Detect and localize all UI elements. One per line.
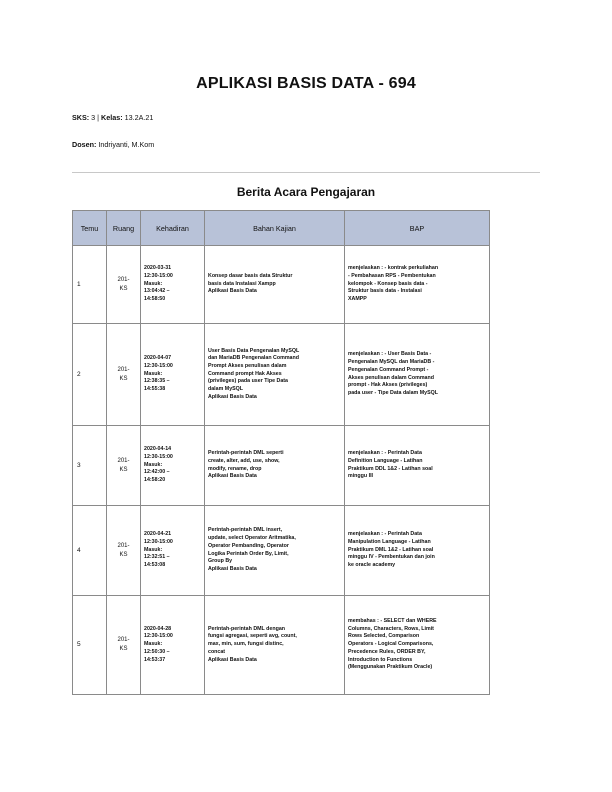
cell-bahan-kajian-line: Logika Perintah Order By, Limit, — [208, 550, 289, 557]
cell-kehadiran-line: 12:30-15:00 — [144, 538, 173, 545]
kelas-label: Kelas: — [101, 113, 123, 122]
cell-bap-line: (Menggunakan Praktikum Oracle) — [348, 664, 433, 671]
cell-bap-line: pada user - Tipe Data dalam MySQL — [348, 389, 438, 396]
divider — [72, 172, 540, 173]
cell-bahan-kajian-line: modify, rename, drop — [208, 465, 262, 472]
cell-kehadiran — [141, 426, 205, 506]
cell-kehadiran-line: 2020-04-07 — [144, 355, 172, 362]
cell-ruang — [107, 426, 141, 506]
cell-bap — [345, 596, 490, 695]
cell-temu: 2 — [73, 324, 107, 426]
table-row — [73, 246, 490, 324]
cell-ruang-line: KS — [119, 551, 128, 558]
cell-bap-line: minggu IV - Pembentukan dan join — [348, 554, 435, 561]
cell-bap-line: menjelaskan : - kontrak perkuliahan — [348, 265, 439, 272]
cell-kehadiran-line: 14:55:38 — [144, 386, 166, 392]
cell-bap-line: kelompok - Konsep basis data - — [348, 280, 428, 287]
cell-ruang-line: KS — [119, 285, 128, 292]
cell-kehadiran-line: 2020-03-31 — [144, 265, 172, 272]
cell-bahan-kajian-line: update, select Operator Aritmatika, — [208, 535, 296, 542]
cell-bahan-kajian-line: create, alter, add, use, show, — [208, 457, 280, 464]
kelas-value: 13.2A.21 — [122, 113, 154, 122]
cell-ruang-line: KS — [119, 466, 128, 473]
dosen-value: Indriyanti, M.Kom — [96, 140, 155, 149]
cell-kehadiran-line: Masuk: — [144, 641, 163, 648]
cell-kehadiran-line: 2020-04-21 — [144, 531, 172, 538]
cell-bahan-kajian-line: Aplikasi Basis Data — [208, 656, 257, 663]
cell-bahan-kajian-line: concat — [208, 648, 226, 655]
cell-bahan-kajian-line: Perintah-perintah DML seperti — [208, 450, 284, 457]
cell-bahan-kajian-line: Operator Pembanding, Operator — [208, 542, 289, 549]
cell-kehadiran-line: 14:58:20 — [144, 477, 166, 483]
cell-bahan-kajian — [205, 324, 345, 426]
cell-bahan-kajian — [205, 506, 345, 596]
cell-temu: 5 — [73, 596, 107, 695]
cell-bap-line: XAMPP — [348, 296, 367, 302]
cell-temu: 4 — [73, 506, 107, 596]
dosen-line — [72, 140, 154, 149]
header-bap: BAP — [345, 211, 490, 246]
cell-bap-line: menjelaskan : - User Basis Data - — [348, 351, 432, 358]
cell-bap-line: Precedence Rules, ORDER BY, — [348, 648, 426, 655]
cell-kehadiran-line: Masuk: — [144, 546, 163, 553]
cell-bahan-kajian-line: User Basis Data Pengenalan MySQL — [208, 347, 300, 354]
cell-ruang — [107, 506, 141, 596]
cell-bap-line: Columns, Characters, Rows, Limit — [348, 625, 434, 632]
cell-bahan-kajian-line: dalam MySQL — [208, 386, 244, 392]
cell-bap-line: Introduction to Functions — [348, 656, 413, 663]
cell-bahan-kajian-line: Aplikasi Basis Data — [208, 393, 257, 400]
cell-bahan-kajian-line: Konsep dasar basis data Struktur — [208, 272, 293, 279]
bap-table — [72, 210, 490, 695]
sks-kelas-line — [72, 113, 153, 122]
cell-bap-line: Pengenalan MySQL dan MariaDB - — [348, 359, 435, 366]
cell-ruang-line: 201- — [117, 457, 130, 464]
cell-kehadiran — [141, 596, 205, 695]
header-ruang: Ruang — [107, 211, 141, 246]
table-row — [73, 324, 490, 426]
cell-bahan-kajian-line: Perintah-perintah DML dengan — [208, 625, 286, 632]
header-bahan-kajian: Bahan Kajian — [205, 211, 345, 246]
cell-kehadiran — [141, 506, 205, 596]
cell-ruang-line: 201- — [117, 542, 130, 549]
cell-bap-line: prompt - Hak Akses (privileges) — [348, 382, 428, 389]
cell-bahan-kajian-line: Aplikasi Basis Data — [208, 473, 257, 480]
cell-bap-line: Praktikum DML 1&2 - Latihan soal — [348, 546, 434, 553]
table-header-row — [73, 211, 490, 246]
cell-bap-line: Praktikum DDL 1&2 - Latihan soal — [348, 465, 433, 472]
cell-kehadiran-line: 12:50:30 – — [144, 648, 170, 655]
table-row — [73, 596, 490, 695]
cell-kehadiran-line: 2020-04-28 — [144, 625, 172, 632]
cell-bap — [345, 324, 490, 426]
cell-bap-line: menjelaskan : - Perintah Data — [348, 531, 422, 538]
cell-bahan-kajian — [205, 596, 345, 695]
document-title: APLIKASI BASIS DATA - 694 — [196, 75, 416, 92]
cell-kehadiran-line: Masuk: — [144, 280, 163, 287]
cell-bap-line: Akses penulisan dalam Command — [348, 374, 434, 381]
cell-kehadiran — [141, 246, 205, 324]
cell-bap-line: Definition Language - Latihan — [348, 457, 423, 464]
cell-temu: 3 — [73, 426, 107, 506]
cell-ruang — [107, 246, 141, 324]
cell-kehadiran-line: Masuk: — [144, 370, 163, 377]
sks-label: SKS: — [72, 113, 90, 122]
section-title: Berita Acara Pengajaran — [236, 185, 376, 199]
cell-ruang-line: 201- — [117, 637, 130, 644]
cell-temu: 1 — [73, 246, 107, 324]
dosen-label: Dosen: — [72, 140, 97, 149]
cell-bap — [345, 246, 490, 324]
cell-bap-line: - Pembahasan RPS - Pembentukan — [348, 272, 436, 279]
cell-kehadiran-line: 14:53:37 — [144, 656, 166, 663]
cell-bahan-kajian-line: Command prompt Hak Akses — [208, 370, 282, 377]
cell-kehadiran-line: 12:32:51 – — [144, 554, 170, 561]
header-kehadiran: Kehadiran — [141, 211, 205, 246]
cell-kehadiran-line: 12:42:00 – — [144, 469, 170, 476]
cell-kehadiran-line: 13:04:42 – — [144, 288, 170, 295]
cell-kehadiran-line: 12:30-15:00 — [144, 633, 173, 640]
cell-ruang — [107, 596, 141, 695]
cell-bap-line: ke oracle academy — [348, 562, 396, 568]
sks-value: 3 | — [89, 113, 102, 122]
cell-kehadiran-line: 12:30-15:00 — [144, 453, 173, 460]
cell-kehadiran-line: 12:30-15:00 — [144, 272, 173, 279]
cell-kehadiran-line: 14:53:08 — [144, 562, 166, 568]
table-row — [73, 426, 490, 506]
cell-kehadiran-line: 2020-04-14 — [144, 446, 172, 453]
cell-kehadiran-line: 14:58:50 — [144, 296, 166, 302]
cell-bahan-kajian-line: Aplikasi Basis Data — [208, 565, 257, 572]
cell-bahan-kajian-line: Aplikasi Basis Data — [208, 288, 257, 295]
cell-bap-line: menjelaskan : - Perintah Data — [348, 450, 422, 457]
cell-kehadiran — [141, 324, 205, 426]
cell-ruang — [107, 324, 141, 426]
cell-bahan-kajian — [205, 246, 345, 324]
cell-bahan-kajian-line: Perintah-perintah DML insert, — [208, 527, 283, 534]
cell-ruang-line: 201- — [117, 366, 130, 373]
cell-kehadiran-line: Masuk: — [144, 461, 163, 468]
cell-bap-line: Struktur basis data - Instalasi — [348, 288, 422, 295]
cell-bap-line: membahas : - SELECT dan WHERE — [348, 618, 437, 625]
cell-bahan-kajian-line: Prompt Akses penulisan dalam — [208, 362, 287, 369]
cell-bap-line: Pengenalan Command Prompt - — [348, 366, 429, 373]
cell-kehadiran-line: 12:30-15:00 — [144, 362, 173, 369]
cell-bahan-kajian-line: dan MariaDB Pengenalan Command — [208, 355, 299, 362]
header-temu: Temu — [73, 211, 107, 246]
cell-ruang-line: KS — [119, 375, 128, 382]
cell-bahan-kajian-line: (privileges) pada user Tipe Data — [208, 378, 288, 385]
cell-bahan-kajian-line: fungsi agregasi, seperti avg, count, — [208, 633, 297, 640]
cell-bahan-kajian-line: Group By — [208, 558, 233, 565]
cell-bap — [345, 506, 490, 596]
table-row — [73, 506, 490, 596]
cell-bahan-kajian-line: basis data Instalasi Xampp — [208, 280, 276, 287]
cell-ruang-line: 201- — [117, 276, 130, 283]
cell-bap-line: Rows Selected, Comparison — [348, 633, 420, 640]
cell-bap — [345, 426, 490, 506]
cell-bap-line: minggu III — [348, 473, 374, 480]
cell-bahan-kajian-line: max, min, sum, fungsi distinc, — [208, 641, 284, 648]
cell-bap-line: Operators - Logical Comparisons, — [348, 641, 434, 648]
cell-kehadiran-line: 12:38:35 – — [144, 378, 170, 385]
cell-ruang-line: KS — [119, 646, 128, 652]
cell-bahan-kajian — [205, 426, 345, 506]
cell-bap-line: Manipulation Language - Latihan — [348, 538, 431, 545]
